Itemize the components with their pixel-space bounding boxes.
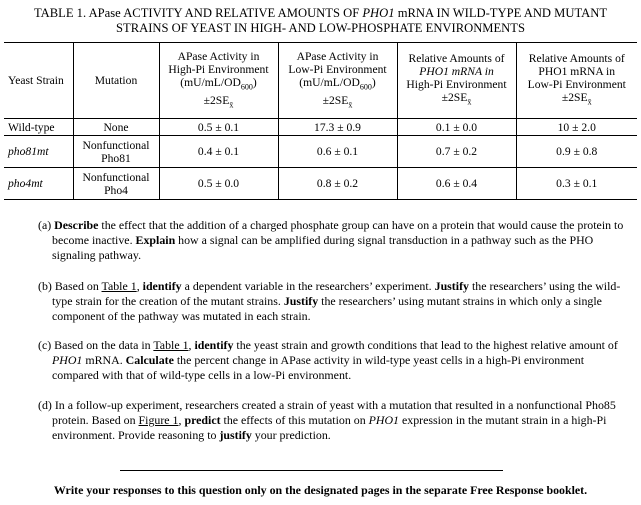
table-title [0, 6, 641, 36]
header-mrna-high-pi: Relative Amounts of PHO1 mRNA in High-Pi Environment $\pm 2SE_{x̄}$ [397, 43, 516, 119]
cell-apase-low-pi: 0.8 ± 0.2 [278, 168, 397, 200]
cell-mutation: Nonfunctional Pho4 [73, 168, 159, 200]
cell-mrna-high-pi: 0.6 ± 0.4 [397, 168, 516, 200]
title-text-a: TABLE 1. APase ACTIVITY AND RELATIVE AMOUNTS OF [33, 6, 363, 20]
cell-mrna-high-pi: 0.1 ± 0.0 [397, 119, 516, 136]
question-d-block [38, 398, 624, 443]
header-yeast-strain: Yeast Strain [4, 43, 73, 119]
header-mrna-low-pi: Relative Amounts of PHO1 mRNA in Low-Pi Environment $\pm 2SE_{x̄}$ [516, 43, 637, 119]
cell-apase-high-pi: 0.4 ± 0.1 [159, 136, 278, 168]
cell-strain: Wild-type [4, 119, 73, 136]
footer-instruction: Write your responses to this question only on the designated pages in the separate Free Response booklet. [53, 483, 588, 497]
question-b-block [38, 279, 624, 324]
header-mutation: Mutation [73, 43, 159, 119]
cell-apase-low-pi: 0.6 ± 0.1 [278, 136, 397, 168]
cell-strain: pho4mt [4, 168, 73, 200]
cell-strain: pho81mt [4, 136, 73, 168]
title-line-2: STRAINS OF YEAST IN HIGH- AND LOW-PHOSPHATE ENVIRONMENTS [116, 21, 525, 35]
cell-mutation: Nonfunctional Pho81 [73, 136, 159, 168]
cell-apase-high-pi: 0.5 ± 0.0 [159, 168, 278, 200]
title-gene-name: PHO1 [362, 6, 395, 20]
cell-apase-high-pi: 0.5 ± 0.1 [159, 119, 278, 136]
cell-apase-low-pi: 17.3 ± 0.9 [278, 119, 397, 136]
divider-rule [120, 470, 503, 471]
cell-mrna-low-pi: 0.3 ± 0.1 [516, 168, 637, 200]
header-apase-high-pi: APase Activity in High-Pi Environment $(mU/mL/OD_{600})$ $\pm 2SE_{x̄}$ [159, 43, 278, 119]
cell-mrna-low-pi: 10 ± 2.0 [516, 119, 637, 136]
question-c-block [38, 338, 624, 383]
question-c: (c) Based on the data in Table 1, identify the yeast strain and growth conditions that lead to the highest relative amount of PHO1 mRNA. Calculate the percent change in APase activity in wild-type yeast cells in a high-Pi environment compared with that of wild-type cells in a low-Pi environment. [38, 338, 618, 382]
question-a-block [38, 218, 624, 263]
title-line-1 [0, 6, 641, 21]
header-apase-low-pi: APase Activity in Low-Pi Environment $(mU/mL/OD_{600})$ $\pm 2SE_{x̄}$ [278, 43, 397, 119]
question-b: (b) Based on Table 1, identify a dependent variable in the researchers’ experiment. Justify the researchers’ using the wild-type strain for the creation of the mutant strains. Justify the researchers’ using mutant strains in which only a single component of the pathway was mutated in each strain. [38, 279, 621, 323]
table-header-row [4, 43, 637, 119]
cell-mutation: None [73, 119, 159, 136]
table-row [4, 119, 637, 136]
table-row [4, 136, 637, 168]
data-table [4, 42, 637, 200]
cell-mrna-high-pi: 0.7 ± 0.2 [397, 136, 516, 168]
table-row [4, 168, 637, 200]
title-text-b: mRNA IN WILD-TYPE AND MUTANT [394, 6, 608, 20]
question-a: (a) Describe the effect that the addition of a charged phosphate group can have on a protein that would cause the protein to become inactive. Explain how a signal can be amplified during signal transduction in a pathway such as the PHO signaling pathway. [38, 218, 624, 262]
question-d: (d) In a follow-up experiment, researchers created a strain of yeast with a mutation that resulted in a nonfunctional Pho85 protein. Based on Figure 1, predict the effects of this mutation on PHO1 expression in the mutant strain in a high-Pi environment. Provide reasoning to justify your prediction. [38, 398, 616, 442]
cell-mrna-low-pi: 0.9 ± 0.8 [516, 136, 637, 168]
